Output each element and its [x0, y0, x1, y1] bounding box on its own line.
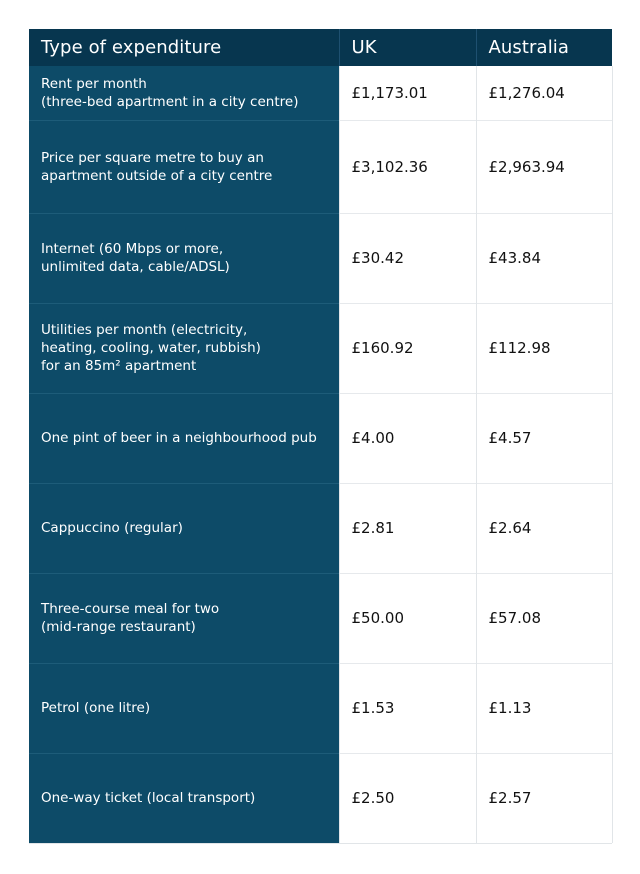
- australia-value: £1.13: [476, 663, 612, 753]
- cost-comparison-table: [29, 29, 613, 843]
- table-row: [29, 303, 612, 393]
- row-label: One-way ticket (local transport): [29, 753, 339, 843]
- uk-value: £4.00: [339, 393, 476, 483]
- table-row: [29, 120, 612, 213]
- header-row: [29, 29, 612, 66]
- row-label: One pint of beer in a neighbourhood pub: [29, 393, 339, 483]
- table-header: [29, 29, 612, 66]
- australia-value: £57.08: [476, 573, 612, 663]
- australia-value: £112.98: [476, 303, 612, 393]
- australia-value: £2,963.94: [476, 120, 612, 213]
- table-row: [29, 66, 612, 120]
- row-label: Internet (60 Mbps or more, unlimited data, cable/ADSL): [29, 213, 339, 303]
- table-row: [29, 483, 612, 573]
- cost-comparison-table-container: [29, 29, 612, 844]
- australia-value: £1,276.04: [476, 66, 612, 120]
- table-body: [29, 66, 612, 843]
- uk-value: £2.81: [339, 483, 476, 573]
- row-label: Three-course meal for two (mid-range restaurant): [29, 573, 339, 663]
- table-row: [29, 393, 612, 483]
- uk-value: £30.42: [339, 213, 476, 303]
- uk-value: £50.00: [339, 573, 476, 663]
- table-row: [29, 663, 612, 753]
- row-label: Petrol (one litre): [29, 663, 339, 753]
- uk-value: £1,173.01: [339, 66, 476, 120]
- table-row: [29, 573, 612, 663]
- row-label: Cappuccino (regular): [29, 483, 339, 573]
- uk-value: £160.92: [339, 303, 476, 393]
- australia-value: £4.57: [476, 393, 612, 483]
- australia-value: £2.64: [476, 483, 612, 573]
- uk-value: £2.50: [339, 753, 476, 843]
- header-expenditure: Type of expenditure: [29, 29, 339, 66]
- table-row: [29, 753, 612, 843]
- uk-value: £1.53: [339, 663, 476, 753]
- table-row: [29, 213, 612, 303]
- australia-value: £43.84: [476, 213, 612, 303]
- uk-value: £3,102.36: [339, 120, 476, 213]
- row-label: Rent per month (three-bed apartment in a city centre): [29, 66, 339, 120]
- header-australia: Australia: [476, 29, 612, 66]
- header-uk: UK: [339, 29, 476, 66]
- row-label: Price per square metre to buy an apartment outside of a city centre: [29, 120, 339, 213]
- australia-value: £2.57: [476, 753, 612, 843]
- row-label: Utilities per month (electricity, heating, cooling, water, rubbish) for an 85m² apartment: [29, 303, 339, 393]
